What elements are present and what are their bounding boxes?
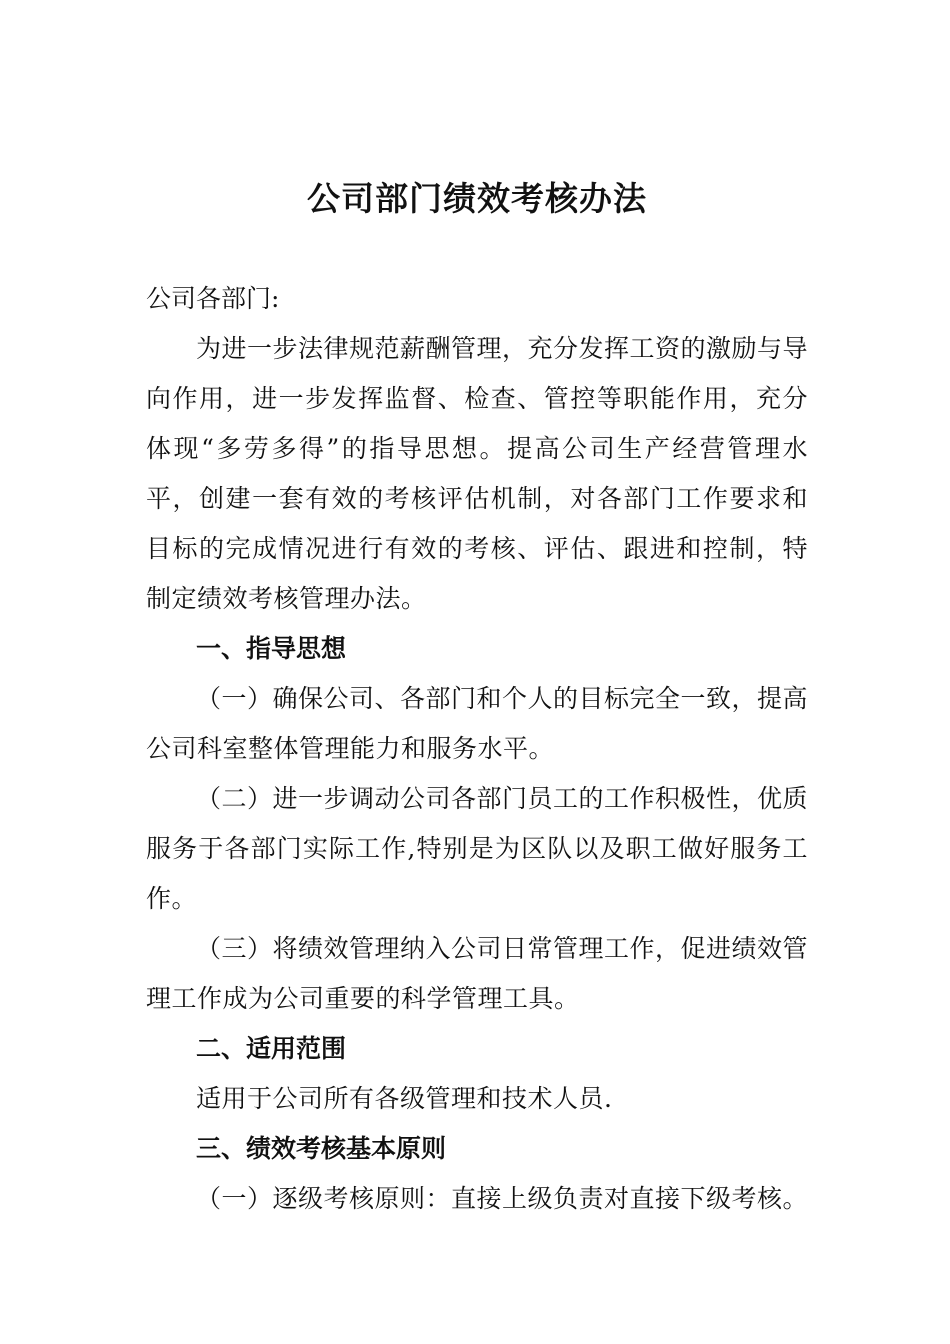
document-body (146, 324, 808, 1224)
section-heading-scope: 二、适用范围 (196, 1034, 347, 1063)
section1-item-2: （二）进一步调动公司各部门员工的工作积极性，优质服务于各部门实际工作,特别是为区队以及职工做好服务工作。 (146, 784, 809, 913)
section1-item-3: （三）将绩效管理纳入公司日常管理工作，促进绩效管理工作成为公司重要的科学管理工具。 (146, 934, 809, 1013)
section1-item-1: （一）确保公司、各部门和个人的目标完全一致，提高公司科室整体管理能力和服务水平。 (146, 684, 809, 763)
section-heading-guiding-ideology: 一、指导思想 (196, 634, 347, 663)
document-title: 公司部门绩效考核办法 (307, 179, 647, 218)
intro-paragraph: 为进一步法律规范薪酬管理，充分发挥工资的激励与导向作用，进一步发挥监督、检查、管控等职能作用，充分体现“多劳多得”的指导思想。提高公司生产经营管理水平，创建一套有效的考核评估机制，对各部门工作要求和目标的完成情况进行有效的考核、评估、跟进和控制，特制定绩效考核管理办法。 (146, 334, 809, 613)
salutation: 公司各部门: (146, 284, 280, 313)
section2-text: 适用于公司所有各级管理和技术人员. (196, 1084, 613, 1113)
section-heading-principles: 三、绩效考核基本原则 (196, 1134, 447, 1163)
section3-item-1: （一）逐级考核原则：直接上级负责对直接下级考核。 (196, 1184, 809, 1213)
